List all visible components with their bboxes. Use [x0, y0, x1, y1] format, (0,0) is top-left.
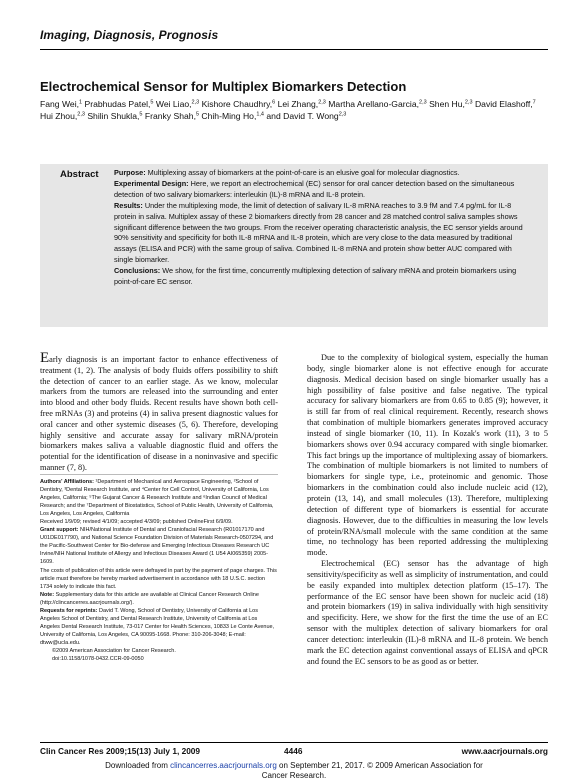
- received-dates: Received 1/9/09; revised 4/1/09; accepted 4/3/09; published OnlineFirst 6/9/09.: [40, 519, 233, 526]
- body-left-column: [40, 350, 278, 474]
- author-name: Hui Zhou,$^{2,3}$: [40, 111, 85, 122]
- author-name: Kishore Chaudhry,$^6$: [201, 99, 276, 109]
- supplementary-note: Note: Supplementary data for this article are available at Clinical Cancer Research Online (http://clincancerres.aacrjournals.org/).: [40, 591, 259, 606]
- affiliation-marker: 1,4: [256, 111, 264, 118]
- affiliation-marker: 2,3: [318, 99, 326, 106]
- top-rule: [40, 49, 548, 50]
- conclusions-label: Conclusions:: [114, 266, 161, 276]
- author-name: Shen Hu,$^{2,3}$: [429, 99, 473, 109]
- author-name: Martha Arellano-Garcia,$^{2,3}$: [328, 99, 427, 109]
- abstract-label: Abstract: [60, 169, 99, 180]
- results-text: Under the multiplexing mode, the limit of detection of salivary IL-8 mRNA reaches to 3.9 fM and 7.4 pg/mL for IL-8 protein in saliva. Multiplex assay of these 2 biomarkers directly from 28 cancer and 28 matched control saliva samples shows significant difference between the two groups. From the receiver operating characteristic analysis, the EC sensor yields around 90% sensitivity and specificity for both IL-8 mRNA and IL-8 protein, which are very close to the data measured by traditional assays (ELISA and PCR) with the same group of saliva. Combined IL-8 mRNA and protein show better AUC compared with single biomarker.: [114, 200, 523, 265]
- author-name: David Elashoff,$^7$: [474, 99, 536, 109]
- results-label: Results:: [114, 200, 143, 210]
- drop-cap: E: [40, 350, 50, 366]
- section-label: Imaging, Diagnosis, Prognosis: [40, 28, 219, 42]
- conclusions-text: We show, for the first time, concurrently multiplexing detection of salivary mRNA and protein biomarkers using point-of-care EC sensor.: [114, 266, 517, 287]
- author-name: Prabhudas Patel,$^5$: [84, 99, 154, 109]
- download-link[interactable]: clincancerres.aacrjournals.org: [170, 761, 277, 770]
- abstract-body: [114, 168, 526, 288]
- author-name: Lei Zhang,$^{2,3}$: [277, 99, 326, 109]
- paragraph: Electrochemical (EC) sensor has the advantage of high sensitivity/specificity as well as simplicity of instrumentation, and could be easily expanded into multiplex detection platform (15–17). The performance of the EC sensor have been shown for nucleic acid (18) and protein biomarkers (19) in saliva individually with high sensitivity and specificity. Here, we show for the first the time the use of an EC sensor with the multiplex detection of salivary biomarkers for oral cancer detection: interleukin (IL)-8 mRNA and IL-8 protein. We bench mark the EC detection against conventional assays of ELISA and qPCR and found the EC sensors to be as good as or better.: [307, 559, 548, 666]
- affiliation-marker: 2,3: [77, 111, 85, 118]
- journal-citation: Clin Cancer Res 2009;15(13) July 1, 2009: [40, 746, 201, 756]
- purpose-label: Purpose:: [114, 168, 146, 177]
- author-list: [40, 98, 545, 123]
- publication-costs: The costs of publication of this article were defrayed in part by the payment of page charges. This article must therefore be hereby marked advertisement in accordance with 18 U.S.C. section 1734 solely to indicate this fact.: [40, 567, 277, 590]
- affiliation-marker: 6: [272, 99, 276, 106]
- author-name: Shilin Shukla,$^5$: [87, 111, 143, 122]
- doi: doi:10.1158/1078-0432.CCR-09-0050: [52, 656, 144, 663]
- affiliations: Authors' Affiliations: ¹Department of Mechanical and Aerospace Engineering, ²School of Dentistry, ³Dental Research Institute, and ⁴Center for Cell Control, University of California, Los Angeles, California; ⁵The Gujarat Cancer & Research Institute and ⁶Indian Council of Medical Research; and the ⁷Department of Biostatistics, School of Public Health, University of California, Los Angeles, Los Angeles, California: [40, 479, 274, 518]
- copyright: ©2009 American Association for Cancer Research.: [52, 647, 176, 654]
- journal-website[interactable]: www.aacrjournals.org: [461, 746, 548, 756]
- author-name: Franky Shah,$^5$: [144, 111, 200, 122]
- article-title: Electrochemical Sensor for Multiplex Biomarkers Detection: [40, 79, 407, 94]
- paragraph: Due to the complexity of biological system, especially the human body, single biomarker alone is not effective enough for accurate diagnosis. Medical decision based on single biomarker usually has a high possibility of false positive and false negative. The typical accuracy for salivary biomarkers are from 0.65 to 0.85 (9); however, it is still far from of real clinical requirement. Recently, research shows that combination of multiple biomarkers generates improved accuracy instead of single biomarker (10, 11). In Kozak's work (11), 3 to 5 biomarkers shows over 0.94 accuracy compared with single biomarker. This fact brings up the importance of multiplexing assay of biomarkers. The combination of multiple biomarkers is not limited to numbers of biomarkers for single type, i.e., proteinomic and genomic. Those biomarkers in the combination could also include nucleic acid (12), protein (13, 14), and small molecules (13). Therefore, multiplexing detection of different type of biomarkers is essential for accurate diagnosis. However, due to the difficulties in measuring the low levels of protein/RNA/small molecule with the same condition at the same time, no technology has been reported addressing the multiplexing mode.: [307, 353, 548, 558]
- author-name: Chih-Ming Ho,$^{1,4}$: [201, 111, 264, 122]
- body-right-column: [307, 353, 548, 667]
- affiliation-marker: 5: [150, 99, 154, 106]
- affiliation-marker: 1: [79, 99, 83, 106]
- purpose-text: Multiplexing assay of biomarkers at the point-of-care is an elusive goal for molecular diagnostics.: [147, 168, 460, 177]
- affiliation-marker: 5: [139, 111, 143, 118]
- affiliation-marker: 2,3: [338, 111, 347, 118]
- affiliation-marker: 2,3: [464, 99, 473, 106]
- bottom-rule: [40, 742, 548, 743]
- design-label: Experimental Design:: [114, 178, 189, 188]
- intro-paragraph: arly diagnosis is an important factor to enhance effectiveness of treatment (1, 2). The analysis of body fluids offers possibility to shift the detection of cancer to an earlier stage. As we know, molecular markers from the tumors are released into the surrounding and enter into blood and other body fluids. Recent results have shown both cell-free mRNAs (3) and proteins (4) in saliva present diagnostic values for oral cancer and other systemic diseases (5, 6). Therefore, developing highly sensitive and accurate assay for salivary mRNA/protein biomarkers makes saliva a valuable diagnostic fluid and offers the potential for the identification of disease in a noninvasive and specific manner (7, 8).: [40, 355, 278, 472]
- affiliation-marker: 7: [532, 99, 536, 106]
- affiliation-marker: 2,3: [419, 99, 427, 106]
- page-number: 4446: [284, 746, 303, 756]
- author-name: Wei Liao,$^{2,3}$: [155, 99, 200, 109]
- grant-support: Grant support: NIH/National Institute of Dental and Craniofacial Research (R01017170 and U01DE017790), and National Science Foundation Division of Materials Research-0507294, and the Pacific-Southwest Center for Bio-defense and Emerging Infectious Diseases Research UC Irvine/NIH National Institute of Allergy and Infectious Diseases Award (1 U54 AI065359) 2005-1609.: [40, 527, 274, 566]
- reprint-requests: Requests for reprints: David T. Wong, School of Dentistry, University of California at Los Angeles School of Dentistry, and Dental Research Institute, University of California at Los Angeles Dental Research Institute, 73-017 Center for Health Sciences, 10833 Le Conte Avenue, University of California, Los Angeles, CA 90095-1668. Phone: 310-206-3048; E-mail: dtww@ucla.edu.: [40, 607, 275, 646]
- author-name: Fang Wei,$^1$: [40, 99, 83, 109]
- design-text: Here, we report an electrochemical (EC) sensor for oral cancer detection based on the simultaneous detection of two salivary biomarkers: interleukin (IL)-8 mRNA and IL-8 protein.: [114, 178, 515, 199]
- author-name: and David T. Wong$^{2,3}$: [266, 111, 347, 122]
- affiliation-marker: 2,3: [191, 99, 200, 106]
- footnote-rule: [40, 474, 278, 475]
- footnotes: [40, 478, 278, 663]
- download-notice: Downloaded from clincancerres.aacrjournals.org on September 21, 2017. © 2009 American Association for Cancer Research.: [105, 761, 483, 780]
- affiliation-marker: 5: [195, 111, 200, 118]
